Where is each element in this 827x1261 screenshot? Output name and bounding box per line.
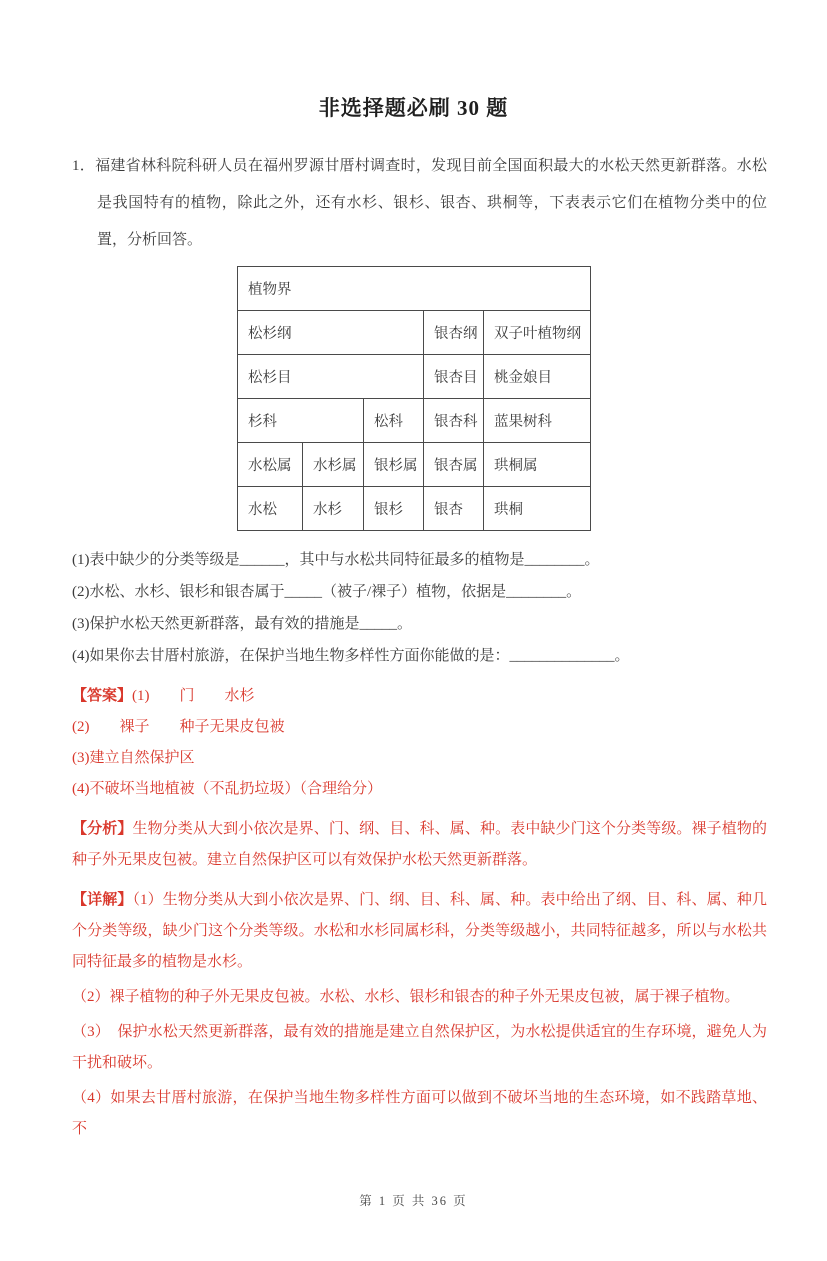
sub-question-3: (3)保护水松天然更新群落，最有效的措施是_____。 bbox=[72, 616, 412, 632]
sub-question-1: (1)表中缺少的分类等级是______，其中与水松共同特征最多的植物是________。 bbox=[72, 552, 600, 568]
table-cell: 珙桐属 bbox=[484, 443, 591, 487]
analysis-label: 【分析】 bbox=[72, 821, 133, 837]
detail-paragraph: （4）如果去甘厝村旅游，在保护当地生物多样性方面可以做到不破坏当地的生态环境，如不践踏草地、不 bbox=[72, 1090, 767, 1137]
table-cell: 双子叶植物纲 bbox=[484, 311, 591, 355]
table-cell: 珙桐 bbox=[484, 487, 591, 531]
detail-paragraph: （3） 保护水松天然更新群落，最有效的措施是建立自然保护区，为水松提供适宜的生存环境，避免人为干扰和破坏。 bbox=[72, 1024, 767, 1071]
table-cell: 银杉 bbox=[364, 487, 424, 531]
page-title: 非选择题必刷 30 题 bbox=[318, 96, 509, 120]
answer-label: 【答案】 bbox=[72, 688, 133, 704]
table-cell: 松杉纲 bbox=[238, 311, 424, 355]
detail-text: （1）生物分类从大到小依次是界、门、纲、目、科、属、种。表中给出了纲、目、科、属、种几个分类等级，缺少门这个分类等级。水松和水杉同属杉科，分类等级越小，共同特征越多，所以与水松共同特征最多的植物是水杉。 bbox=[72, 892, 767, 970]
table-cell: 银杏科 bbox=[424, 399, 484, 443]
detail-paragraph bbox=[72, 885, 767, 978]
analysis-text: 生物分类从大到小依次是界、门、纲、目、科、属、种。表中缺少门这个分类等级。裸子植物的种子外无果皮包被。建立自然保护区可以有效保护水松天然更新群落。 bbox=[72, 821, 767, 868]
table-row bbox=[238, 487, 591, 531]
document-body bbox=[72, 148, 767, 1145]
sub-question-4: (4)如果你去甘厝村旅游，在保护当地生物多样性方面你能做的是：______________。 bbox=[72, 648, 630, 664]
answer-line: (2) 裸子 种子无果皮包被 bbox=[72, 719, 285, 735]
table-row bbox=[238, 355, 591, 399]
detail-label: 【详解】 bbox=[72, 892, 133, 908]
sub-question-2: (2)水松、水杉、银杉和银杏属于_____（被子/裸子）植物，依据是________。 bbox=[72, 584, 582, 600]
table-row bbox=[238, 399, 591, 443]
sub-questions bbox=[72, 544, 767, 672]
table-cell: 水松 bbox=[238, 487, 303, 531]
table-cell: 水松属 bbox=[238, 443, 303, 487]
table-row bbox=[238, 443, 591, 487]
table-row bbox=[238, 267, 591, 311]
page-footer: 第 1 页 共 36 页 bbox=[359, 1194, 468, 1208]
answer-line: (4)不破坏当地植被（不乱扔垃圾）（合理给分） bbox=[72, 781, 382, 797]
table-cell: 桃金娘目 bbox=[484, 355, 591, 399]
analysis-section bbox=[72, 814, 767, 876]
table-cell: 植物界 bbox=[238, 267, 591, 311]
table-cell: 松杉目 bbox=[238, 355, 424, 399]
table-cell: 银杏属 bbox=[424, 443, 484, 487]
table-cell: 银杏纲 bbox=[424, 311, 484, 355]
question-stem-text: 福建省林科院科研人员在福州罗源甘厝村调查时，发现目前全国面积最大的水松天然更新群落。水松是我国特有的植物，除此之外，还有水杉、银杉、银杏、珙桐等，下表表示它们在植物分类中的位置，分析回答。 bbox=[95, 158, 767, 248]
table-cell: 水杉属 bbox=[303, 443, 364, 487]
table-row bbox=[238, 311, 591, 355]
question-stem bbox=[72, 148, 767, 259]
table-cell: 水杉 bbox=[303, 487, 364, 531]
answer-line: (3)建立自然保护区 bbox=[72, 750, 195, 766]
table-cell: 银杉属 bbox=[364, 443, 424, 487]
answer-text: (1) 门 水杉 bbox=[132, 688, 255, 704]
analysis-paragraph bbox=[72, 814, 767, 876]
table-cell: 杉科 bbox=[238, 399, 364, 443]
table-cell: 银杏目 bbox=[424, 355, 484, 399]
detail-section bbox=[72, 885, 767, 1145]
answer-line bbox=[72, 681, 767, 712]
detail-paragraph: （2）裸子植物的种子外无果皮包被。水松、水杉、银杉和银杏的种子外无果皮包被，属于裸子植物。 bbox=[72, 989, 740, 1005]
table-cell: 蓝果树科 bbox=[484, 399, 591, 443]
table-cell: 银杏 bbox=[424, 487, 484, 531]
answer-section bbox=[72, 681, 767, 805]
classification-table bbox=[237, 266, 591, 531]
table-cell: 松科 bbox=[364, 399, 424, 443]
question-number: 1． bbox=[72, 158, 96, 174]
